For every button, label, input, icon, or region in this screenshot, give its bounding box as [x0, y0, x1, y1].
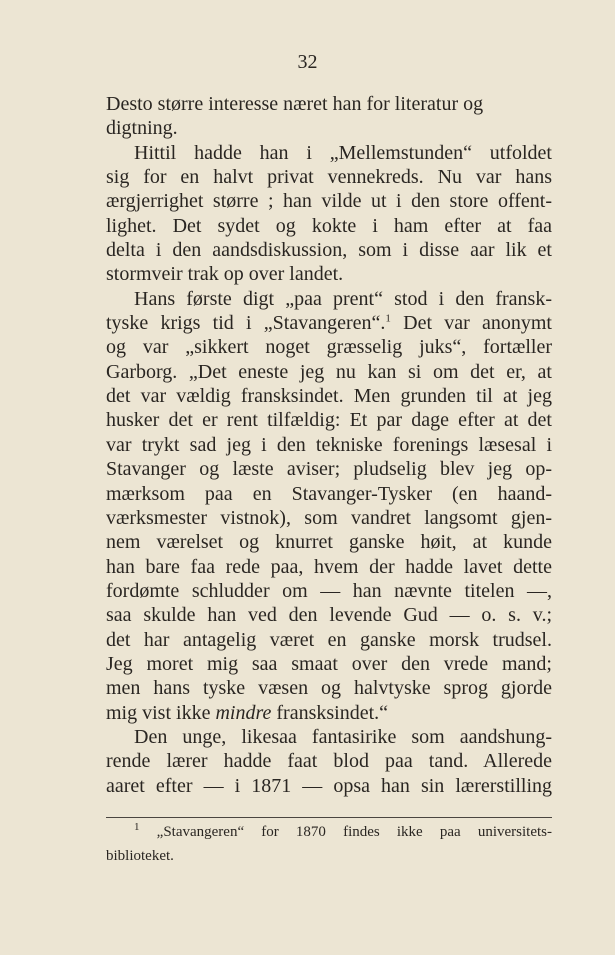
- text-line: Den unge, likesaa fantasirike som aandshung-: [134, 725, 552, 748]
- text-line: Garborg. „Det eneste jeg nu kan si om det er, at: [106, 360, 552, 383]
- footnote-text: „Stavangeren“ for 1870 findes ikke paa universitets-: [139, 824, 552, 840]
- footnote-divider: [106, 817, 552, 818]
- footnote-ref: 1: [385, 312, 391, 325]
- text-line: og var „sikkert noget græsselig juks“, fortæller: [106, 336, 552, 359]
- footnote: [106, 820, 552, 868]
- text-line: mærksom paa en Stavanger-Tysker (en haand-: [106, 482, 552, 505]
- text-line: nem værelset og knurret ganske høit, at kunde: [106, 531, 552, 554]
- text-line: ærgjerrighet større ; han vilde ut i den store offent-: [106, 190, 552, 213]
- text-line: aaret efter — i 1871 — opsa han sin lærerstilling: [106, 774, 552, 797]
- text-line: det har antagelig været en ganske morsk trudsel.: [106, 628, 552, 651]
- text-line: saa skulde han ved den levende Gud — o. s. v.;: [106, 604, 552, 627]
- text-line: digtning.: [106, 117, 178, 140]
- text-line-with-footnote-ref: [106, 311, 552, 335]
- text-line: lighet. Det sydet og kokte i ham efter at faa: [106, 214, 552, 237]
- page-number: 32: [297, 51, 318, 73]
- body-text: [106, 92, 552, 798]
- text-line: rende lærer hadde faat blod paa tand. Allerede: [106, 750, 552, 773]
- text-line: han bare faa rede paa, hvem der hadde lavet dette: [106, 555, 552, 578]
- italic-word: mindre: [215, 701, 272, 724]
- text-span: mig vist ikke: [106, 701, 211, 724]
- text-line: Jeg moret mig saa smaat over den vrede mand;: [106, 652, 552, 675]
- text-line: men hans tyske væsen og halvtyske sprog gjorde: [106, 677, 552, 700]
- text-span: Det var anonymt: [390, 312, 552, 335]
- footnote-line: [106, 820, 552, 844]
- text-line: værksmester vistnok), som vandret langsomt gjen-: [106, 506, 552, 529]
- text-line: husker det er rent tilfældig: Et par dage efter at det: [106, 409, 552, 432]
- text-span: tyske krigs tid i „Stavangeren“.: [106, 312, 386, 335]
- text-line: sig for en halvt privat vennekreds. Nu var hans: [106, 166, 552, 189]
- text-span: fransksindet.“: [271, 701, 389, 724]
- text-line: Stavanger og læste aviser; pludselig blev jeg op-: [106, 458, 552, 481]
- text-line: Desto større interesse næret han for literatur og: [106, 93, 484, 115]
- text-line: stormveir trak op over landet.: [106, 263, 344, 286]
- text-line: fordømte schludder om — han nævnte titelen —,: [106, 579, 552, 602]
- text-line: det var vældig fransksindet. Men grunden til at jeg: [106, 385, 552, 408]
- text-line: var trykt sad jeg i den tekniske forenings læsesal i: [106, 433, 552, 456]
- text-line: delta i den aandsdiskussion, som i disse aar lik et: [106, 239, 552, 262]
- text-line: Hans første digt „paa prent“ stod i den fransk-: [134, 287, 552, 310]
- text-line: Hittil hadde han i „Mellemstunden“ utfoldet: [134, 141, 552, 164]
- text-line-with-italic: [106, 701, 552, 725]
- footnote-line: biblioteket.: [106, 848, 174, 864]
- footnote-mark: 1: [134, 821, 140, 833]
